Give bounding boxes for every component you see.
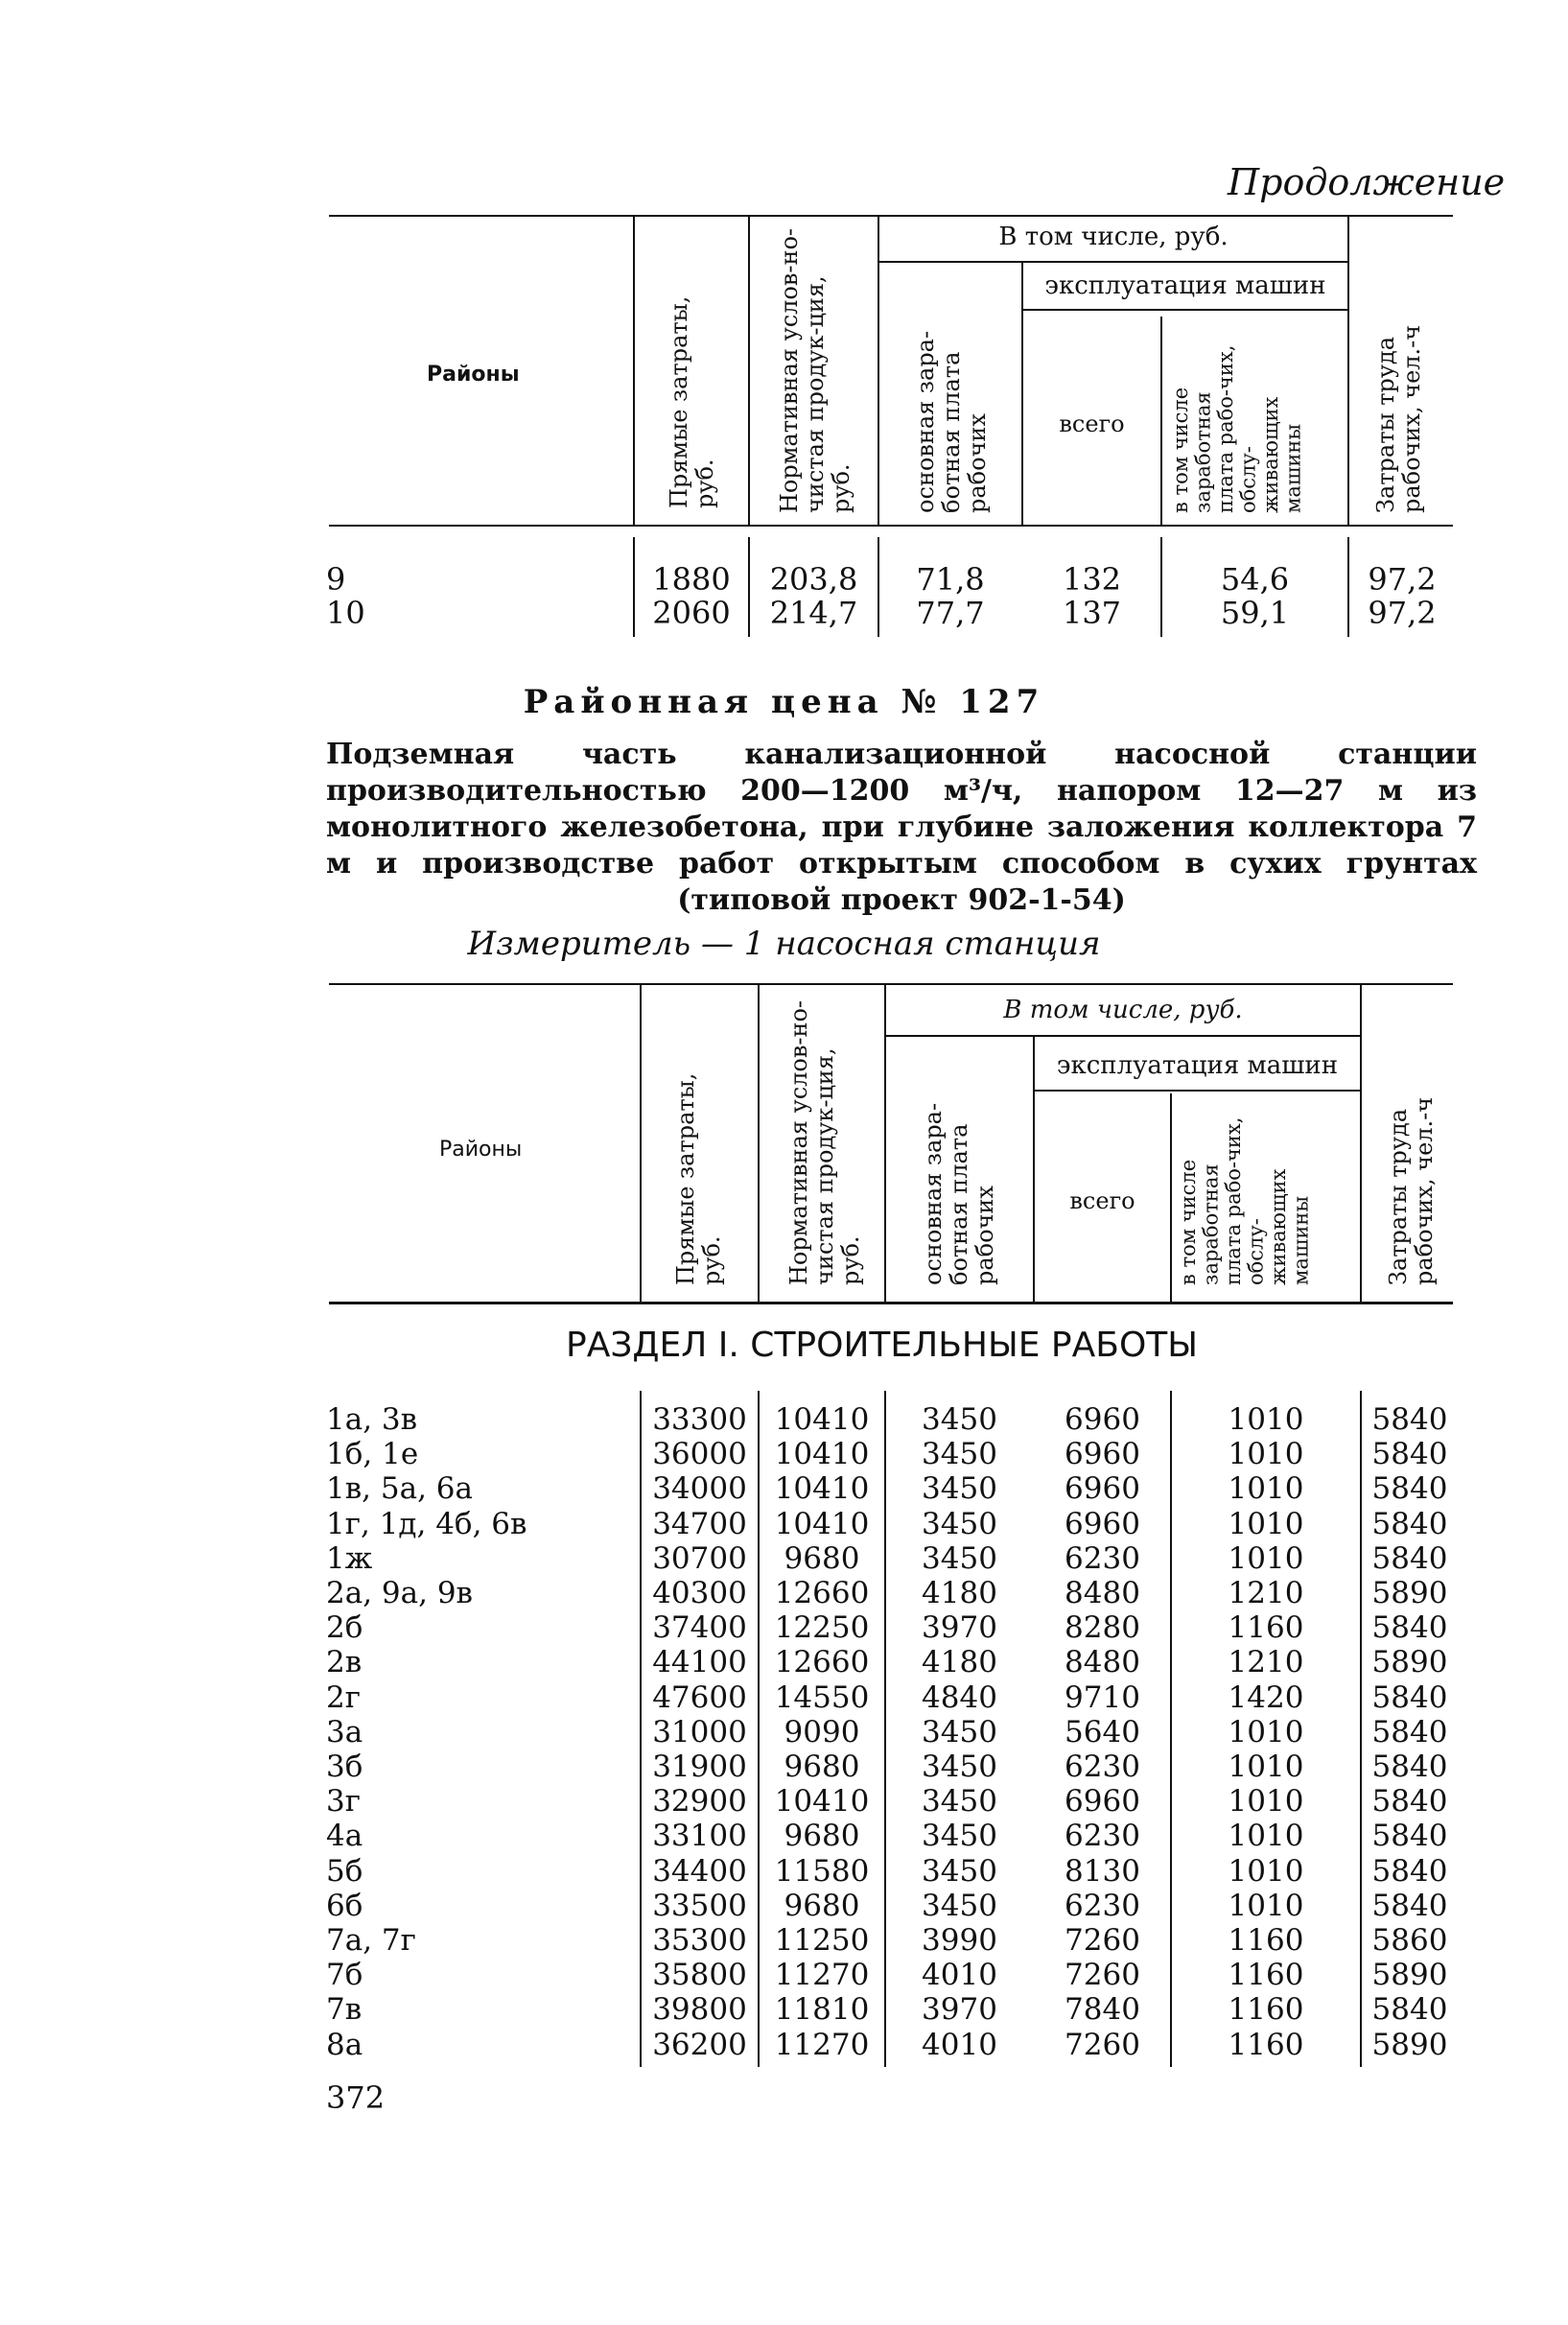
cell-incl-wages: 1010	[1228, 1819, 1304, 1854]
cell-labor: 5840	[1371, 1888, 1448, 1923]
cell-wages: 3450	[922, 1819, 997, 1854]
cell-direct: 35800	[652, 1958, 747, 1993]
cell-normative: 14550	[774, 1679, 870, 1715]
cell-direct: 39800	[652, 1992, 747, 2028]
cell-incl-wages: 1010	[1228, 1402, 1304, 1437]
cell-direct: 33100	[652, 1819, 747, 1854]
cell-normative: 9680	[784, 1888, 860, 1923]
cell-wages: 3450	[922, 1853, 997, 1889]
cell-direct: 33500	[652, 1888, 747, 1923]
row-label: 9	[326, 561, 346, 598]
cell-normative: 9680	[784, 1819, 860, 1854]
cell-direct: 32900	[652, 1784, 747, 1820]
cell-labor: 5840	[1371, 1750, 1448, 1784]
row-label: 3а	[326, 1714, 363, 1750]
header-normative-product: Нормативная услов-но-чистая продук-ция, руб.	[785, 999, 864, 1285]
cell-incl-wages: 1210	[1228, 1645, 1304, 1680]
cell-direct: 47600	[652, 1679, 747, 1715]
header-direct-costs: Прямые затраты, руб.	[672, 1072, 725, 1285]
cell-direct: 36200	[652, 2027, 747, 2062]
header-direct-costs: Прямые затраты, руб.	[666, 295, 718, 508]
cell-total: 132	[1062, 561, 1122, 598]
header-including: В том числе, руб.	[998, 223, 1229, 251]
cell-incl-wages: 59,1	[1220, 595, 1290, 631]
cell-direct: 34400	[652, 1853, 747, 1889]
cell-normative: 214,7	[769, 595, 858, 631]
cell-labor: 5860	[1371, 1923, 1448, 1958]
cell-total: 7840	[1065, 1992, 1140, 2028]
continuation-label: Продолжение	[1228, 161, 1506, 203]
row-label: 1б, 1е	[326, 1437, 419, 1472]
cell-total: 7260	[1065, 1923, 1140, 1958]
cell-wages: 4010	[922, 2027, 997, 2062]
cell-labor: 5890	[1371, 2027, 1448, 2062]
price-title: Районная цена № 127	[523, 683, 1045, 721]
cell-total: 8130	[1065, 1853, 1140, 1889]
header-total: всего	[1059, 411, 1125, 437]
cell-total: 7260	[1065, 1958, 1140, 1993]
cell-labor: 97,2	[1368, 595, 1437, 631]
cell-total: 7260	[1065, 2027, 1140, 2062]
header-machine-operation: эксплуатация машин	[1056, 1051, 1339, 1080]
header-normative-product: Нормативная услов-но-чистая продук-ция, руб.	[776, 227, 854, 513]
cell-normative: 9090	[784, 1714, 860, 1750]
cell-wages: 3450	[922, 1540, 997, 1576]
cell-labor: 5840	[1371, 1540, 1448, 1576]
cell-total: 6960	[1065, 1402, 1140, 1437]
cell-direct: 34700	[652, 1506, 747, 1541]
cell-normative: 9680	[784, 1750, 860, 1784]
cell-labor: 5840	[1371, 1506, 1448, 1541]
cell-direct: 30700	[652, 1540, 747, 1576]
header-incl-wages: в том числе заработная плата рабо-чих, обслу-живающих машины	[1177, 1116, 1313, 1285]
header-machine-operation: эксплуатация машин	[1044, 271, 1326, 300]
price-description: Подземная часть канализационной насосной станции производительностью 200—1200 м³/ч, напором 12—27 м из монолитного железобетона, при глубине заложения коллектора 7 м и производстве работ открытым способом в сухих грунтах (типовой проект 902-1-54)	[326, 738, 1477, 917]
cell-labor: 5890	[1371, 1958, 1448, 1993]
cell-total: 6230	[1065, 1888, 1140, 1923]
row-label: 3г	[326, 1784, 361, 1820]
row-label: 7в	[326, 1992, 363, 2028]
cell-labor: 5840	[1371, 1610, 1448, 1646]
row-label: 1а, 3в	[326, 1402, 418, 1437]
cell-incl-wages: 1160	[1228, 2027, 1304, 2062]
cell-wages: 4010	[922, 1958, 997, 1993]
cell-wages: 3450	[922, 1402, 997, 1437]
cell-incl-wages: 1160	[1228, 1958, 1304, 1993]
cell-incl-wages: 1010	[1228, 1784, 1304, 1820]
cell-incl-wages: 1010	[1228, 1750, 1304, 1784]
row-label: 2б	[326, 1610, 363, 1646]
header-total: всего	[1069, 1187, 1135, 1214]
cell-wages: 77,7	[916, 595, 985, 631]
cell-incl-wages: 1210	[1228, 1576, 1304, 1610]
cell-normative: 10410	[774, 1506, 870, 1541]
cell-incl-wages: 54,6	[1220, 561, 1290, 598]
cell-labor: 5840	[1371, 1853, 1448, 1889]
cell-incl-wages: 1010	[1228, 1437, 1304, 1472]
cell-total: 8480	[1065, 1645, 1140, 1680]
cell-labor: 5840	[1371, 1784, 1448, 1820]
cell-labor: 5840	[1371, 1437, 1448, 1472]
cell-incl-wages: 1160	[1228, 1610, 1304, 1646]
cell-total: 6960	[1065, 1784, 1140, 1820]
cell-total: 6960	[1065, 1437, 1140, 1472]
cell-incl-wages: 1010	[1228, 1714, 1304, 1750]
cell-incl-wages: 1010	[1228, 1853, 1304, 1889]
row-label: 8а	[326, 2027, 363, 2062]
cell-labor: 5890	[1371, 1576, 1448, 1610]
row-label: 10	[326, 595, 365, 631]
cell-direct: 33300	[652, 1402, 747, 1437]
cell-wages: 3450	[922, 1888, 997, 1923]
cell-normative: 203,8	[769, 561, 858, 598]
cell-normative: 10410	[774, 1471, 870, 1507]
cell-wages: 4180	[922, 1645, 997, 1680]
cell-normative: 10410	[774, 1402, 870, 1437]
row-label: 4а	[326, 1819, 363, 1854]
cell-wages: 3450	[922, 1437, 997, 1472]
row-label: 3б	[326, 1750, 363, 1784]
cell-incl-wages: 1010	[1228, 1471, 1304, 1507]
cell-total: 6230	[1065, 1819, 1140, 1854]
cell-labor: 97,2	[1368, 561, 1437, 598]
cell-incl-wages: 1160	[1228, 1923, 1304, 1958]
cell-normative: 12250	[774, 1610, 870, 1646]
cell-direct: 37400	[652, 1610, 747, 1646]
cell-wages: 3970	[922, 1992, 997, 2028]
cell-direct: 34000	[652, 1471, 747, 1507]
header-incl-wages: в том числе заработная плата рабо-чих, обслу-живающих машины	[1169, 344, 1305, 513]
cell-normative: 11580	[774, 1853, 870, 1889]
cell-total: 8480	[1065, 1576, 1140, 1610]
cell-wages: 3450	[922, 1784, 997, 1820]
cell-incl-wages: 1010	[1228, 1540, 1304, 1576]
cell-normative: 10410	[774, 1437, 870, 1472]
cell-total: 9710	[1065, 1679, 1140, 1715]
cell-total: 8280	[1065, 1610, 1140, 1646]
cell-incl-wages: 1420	[1228, 1679, 1304, 1715]
cell-normative: 10410	[774, 1784, 870, 1820]
header-regions: Районы	[439, 1138, 523, 1162]
cell-wages: 71,8	[916, 561, 985, 598]
cell-direct: 40300	[652, 1576, 747, 1610]
header-regions: Районы	[427, 363, 520, 387]
cell-direct: 44100	[652, 1645, 747, 1680]
cell-incl-wages: 1160	[1228, 1992, 1304, 2028]
cell-labor: 5840	[1371, 1714, 1448, 1750]
cell-total: 5640	[1065, 1714, 1140, 1750]
page-number: 372	[326, 2079, 386, 2116]
row-label: 7а, 7г	[326, 1923, 416, 1958]
cell-normative: 11810	[774, 1992, 870, 2028]
cell-labor: 5890	[1371, 1645, 1448, 1680]
header-basic-wages: основная зара-ботная плата рабочих	[912, 330, 991, 513]
row-label: 5б	[326, 1853, 363, 1889]
header-labor-costs: Затраты труда рабочих, чел.-ч	[1385, 1096, 1438, 1285]
cell-wages: 3450	[922, 1714, 997, 1750]
cell-normative: 11270	[774, 1958, 870, 1993]
cell-direct: 1880	[652, 561, 731, 598]
cell-labor: 5840	[1371, 1992, 1448, 2028]
cell-direct: 2060	[652, 595, 731, 631]
row-label: 2г	[326, 1679, 361, 1715]
cell-labor: 5840	[1371, 1471, 1448, 1507]
cell-wages: 4180	[922, 1576, 997, 1610]
row-label: 2в	[326, 1645, 363, 1680]
cell-direct: 31900	[652, 1750, 747, 1784]
row-label: 1ж	[326, 1540, 373, 1576]
cell-labor: 5840	[1371, 1819, 1448, 1854]
cell-direct: 31000	[652, 1714, 747, 1750]
row-label: 2а, 9а, 9в	[326, 1576, 474, 1610]
cell-labor: 5840	[1371, 1679, 1448, 1715]
section-title: РАЗДЕЛ I. СТРОИТЕЛЬНЫЕ РАБОТЫ	[566, 1326, 1199, 1365]
measure-label: Измеритель — 1 насосная станция	[467, 925, 1101, 963]
cell-normative: 11250	[774, 1923, 870, 1958]
cell-direct: 35300	[652, 1923, 747, 1958]
header-basic-wages: основная зара-ботная плата рабочих	[920, 1102, 998, 1285]
cell-total: 6960	[1065, 1506, 1140, 1541]
row-label: 1в, 5а, 6а	[326, 1471, 474, 1507]
row-label: 6б	[326, 1888, 363, 1923]
header-labor-costs: Затраты труда рабочих, чел.-ч	[1372, 324, 1425, 513]
cell-wages: 3450	[922, 1506, 997, 1541]
cell-incl-wages: 1010	[1228, 1888, 1304, 1923]
cell-total: 6230	[1065, 1540, 1140, 1576]
cell-incl-wages: 1010	[1228, 1506, 1304, 1541]
header-including: В том числе, руб.	[1003, 996, 1243, 1024]
cell-total: 137	[1062, 595, 1122, 631]
cell-normative: 12660	[774, 1645, 870, 1680]
cell-total: 6230	[1065, 1750, 1140, 1784]
cell-labor: 5840	[1371, 1402, 1448, 1437]
cell-wages: 4840	[922, 1679, 997, 1715]
cell-wages: 3450	[922, 1471, 997, 1507]
cell-direct: 36000	[652, 1437, 747, 1472]
cell-normative: 12660	[774, 1576, 870, 1610]
row-label: 1г, 1д, 4б, 6в	[326, 1506, 527, 1541]
cell-normative: 9680	[784, 1540, 860, 1576]
cell-wages: 3450	[922, 1750, 997, 1784]
cell-normative: 11270	[774, 2027, 870, 2062]
row-label: 7б	[326, 1958, 363, 1993]
cell-total: 6960	[1065, 1471, 1140, 1507]
cell-wages: 3990	[922, 1923, 997, 1958]
cell-wages: 3970	[922, 1610, 997, 1646]
